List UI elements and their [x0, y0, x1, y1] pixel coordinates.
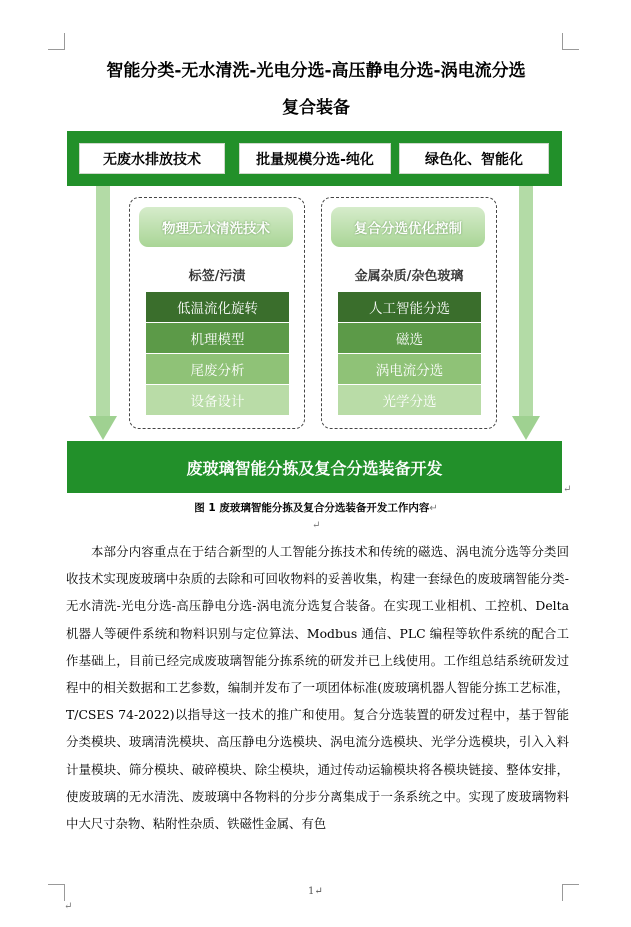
left-stack-item: 设备设计 — [146, 385, 289, 416]
right-panel — [321, 197, 497, 429]
paragraph-mark: ↵ — [314, 886, 323, 897]
figure-caption — [66, 500, 566, 515]
top-box-1: 无废水排放技术 — [79, 143, 225, 174]
page-number — [308, 886, 323, 897]
left-down-arrow-icon — [89, 186, 117, 442]
top-box-3: 绿色化、智能化 — [399, 143, 549, 174]
right-panel-stack — [338, 292, 481, 416]
left-panel-stack — [146, 292, 289, 416]
workflow-figure — [67, 131, 562, 493]
left-stack-item: 低温流化旋转 — [146, 292, 289, 323]
top-banner — [67, 131, 562, 186]
paragraph-mark: ↵ — [429, 503, 438, 514]
document-title-line-2: 复合装备 — [282, 98, 350, 118]
crop-mark-top-right — [562, 33, 579, 50]
right-panel-subhead: 金属杂质/杂色玻璃 — [354, 269, 464, 284]
left-stack-item: 尾废分析 — [146, 354, 289, 385]
top-box-2: 批量规模分选-纯化 — [239, 143, 391, 174]
left-stack-item: 机理模型 — [146, 323, 289, 354]
document-title-line-1: 智能分类-无水清洗-光电分选-高压静电分选-涡电流分选 — [106, 61, 526, 81]
crop-mark-bottom-right — [562, 884, 579, 901]
right-stack-item: 人工智能分选 — [338, 292, 481, 323]
left-panel-subhead: 标签/污渍 — [188, 269, 246, 284]
paragraph-mark: ↵ — [312, 520, 321, 531]
right-stack-item: 磁选 — [338, 323, 481, 354]
right-stack-item: 涡电流分选 — [338, 354, 481, 385]
right-stack-item: 光学分选 — [338, 385, 481, 416]
paragraph-mark: ↵ — [64, 901, 73, 912]
left-panel — [129, 197, 305, 429]
right-panel-header: 复合分选优化控制 — [331, 207, 485, 247]
crop-mark-bottom-left — [48, 884, 65, 901]
bottom-banner: 废玻璃智能分拣及复合分选装备开发 — [67, 441, 562, 493]
crop-mark-top-left — [48, 33, 65, 50]
body-text — [66, 538, 569, 837]
page-number-text: 1 — [308, 886, 315, 897]
figure-caption-text: 图 1 废玻璃智能分拣及复合分选装备开发工作内容 — [194, 502, 430, 514]
paragraph-mark: ↵ — [563, 484, 572, 495]
right-down-arrow-icon — [512, 186, 540, 442]
left-panel-header: 物理无水清洗技术 — [139, 207, 293, 247]
body-paragraph: 本部分内容重点在于结合新型的人工智能分拣技术和传统的磁选、涡电流分选等分类回收技术实现废玻璃中杂质的去除和可回收物料的妥善收集，构建一套绿色的废玻璃智能分类-无水清洗-光电分选-高压静电分选-涡电流分选复合装备。在实现工业相机、工控机、Delta 机器人等硬件系统和物料识别与定位算法、Modbus 通信、PLC 编程等软件系统的配合工作基础上，目前已经完成废玻璃智能分拣系统的研发并已上线使用。工作组总结系统研发过程中的相关数据和工艺参数，编制并发布了一项团体标准(废玻璃机器人智能分拣工艺标准，T/CSES 74-2022)以指导这一技术的推广和使用。复合分选装置的研发过程中，基于智能分类模块、玻璃清洗模块、高压静电分选模块、涡电流分选模块、光学分选模块，引入入料计量模块、筛分模块、破碎模块、除尘模块，通过传动运输模块将各模块链接、整体安排，使废玻璃的无水清洗、废玻璃中各物料的分步分离集成于一条系统之中。实现了废玻璃物料中大尺寸杂物、粘附性杂质、铁磁性金属、有色 — [66, 544, 569, 832]
